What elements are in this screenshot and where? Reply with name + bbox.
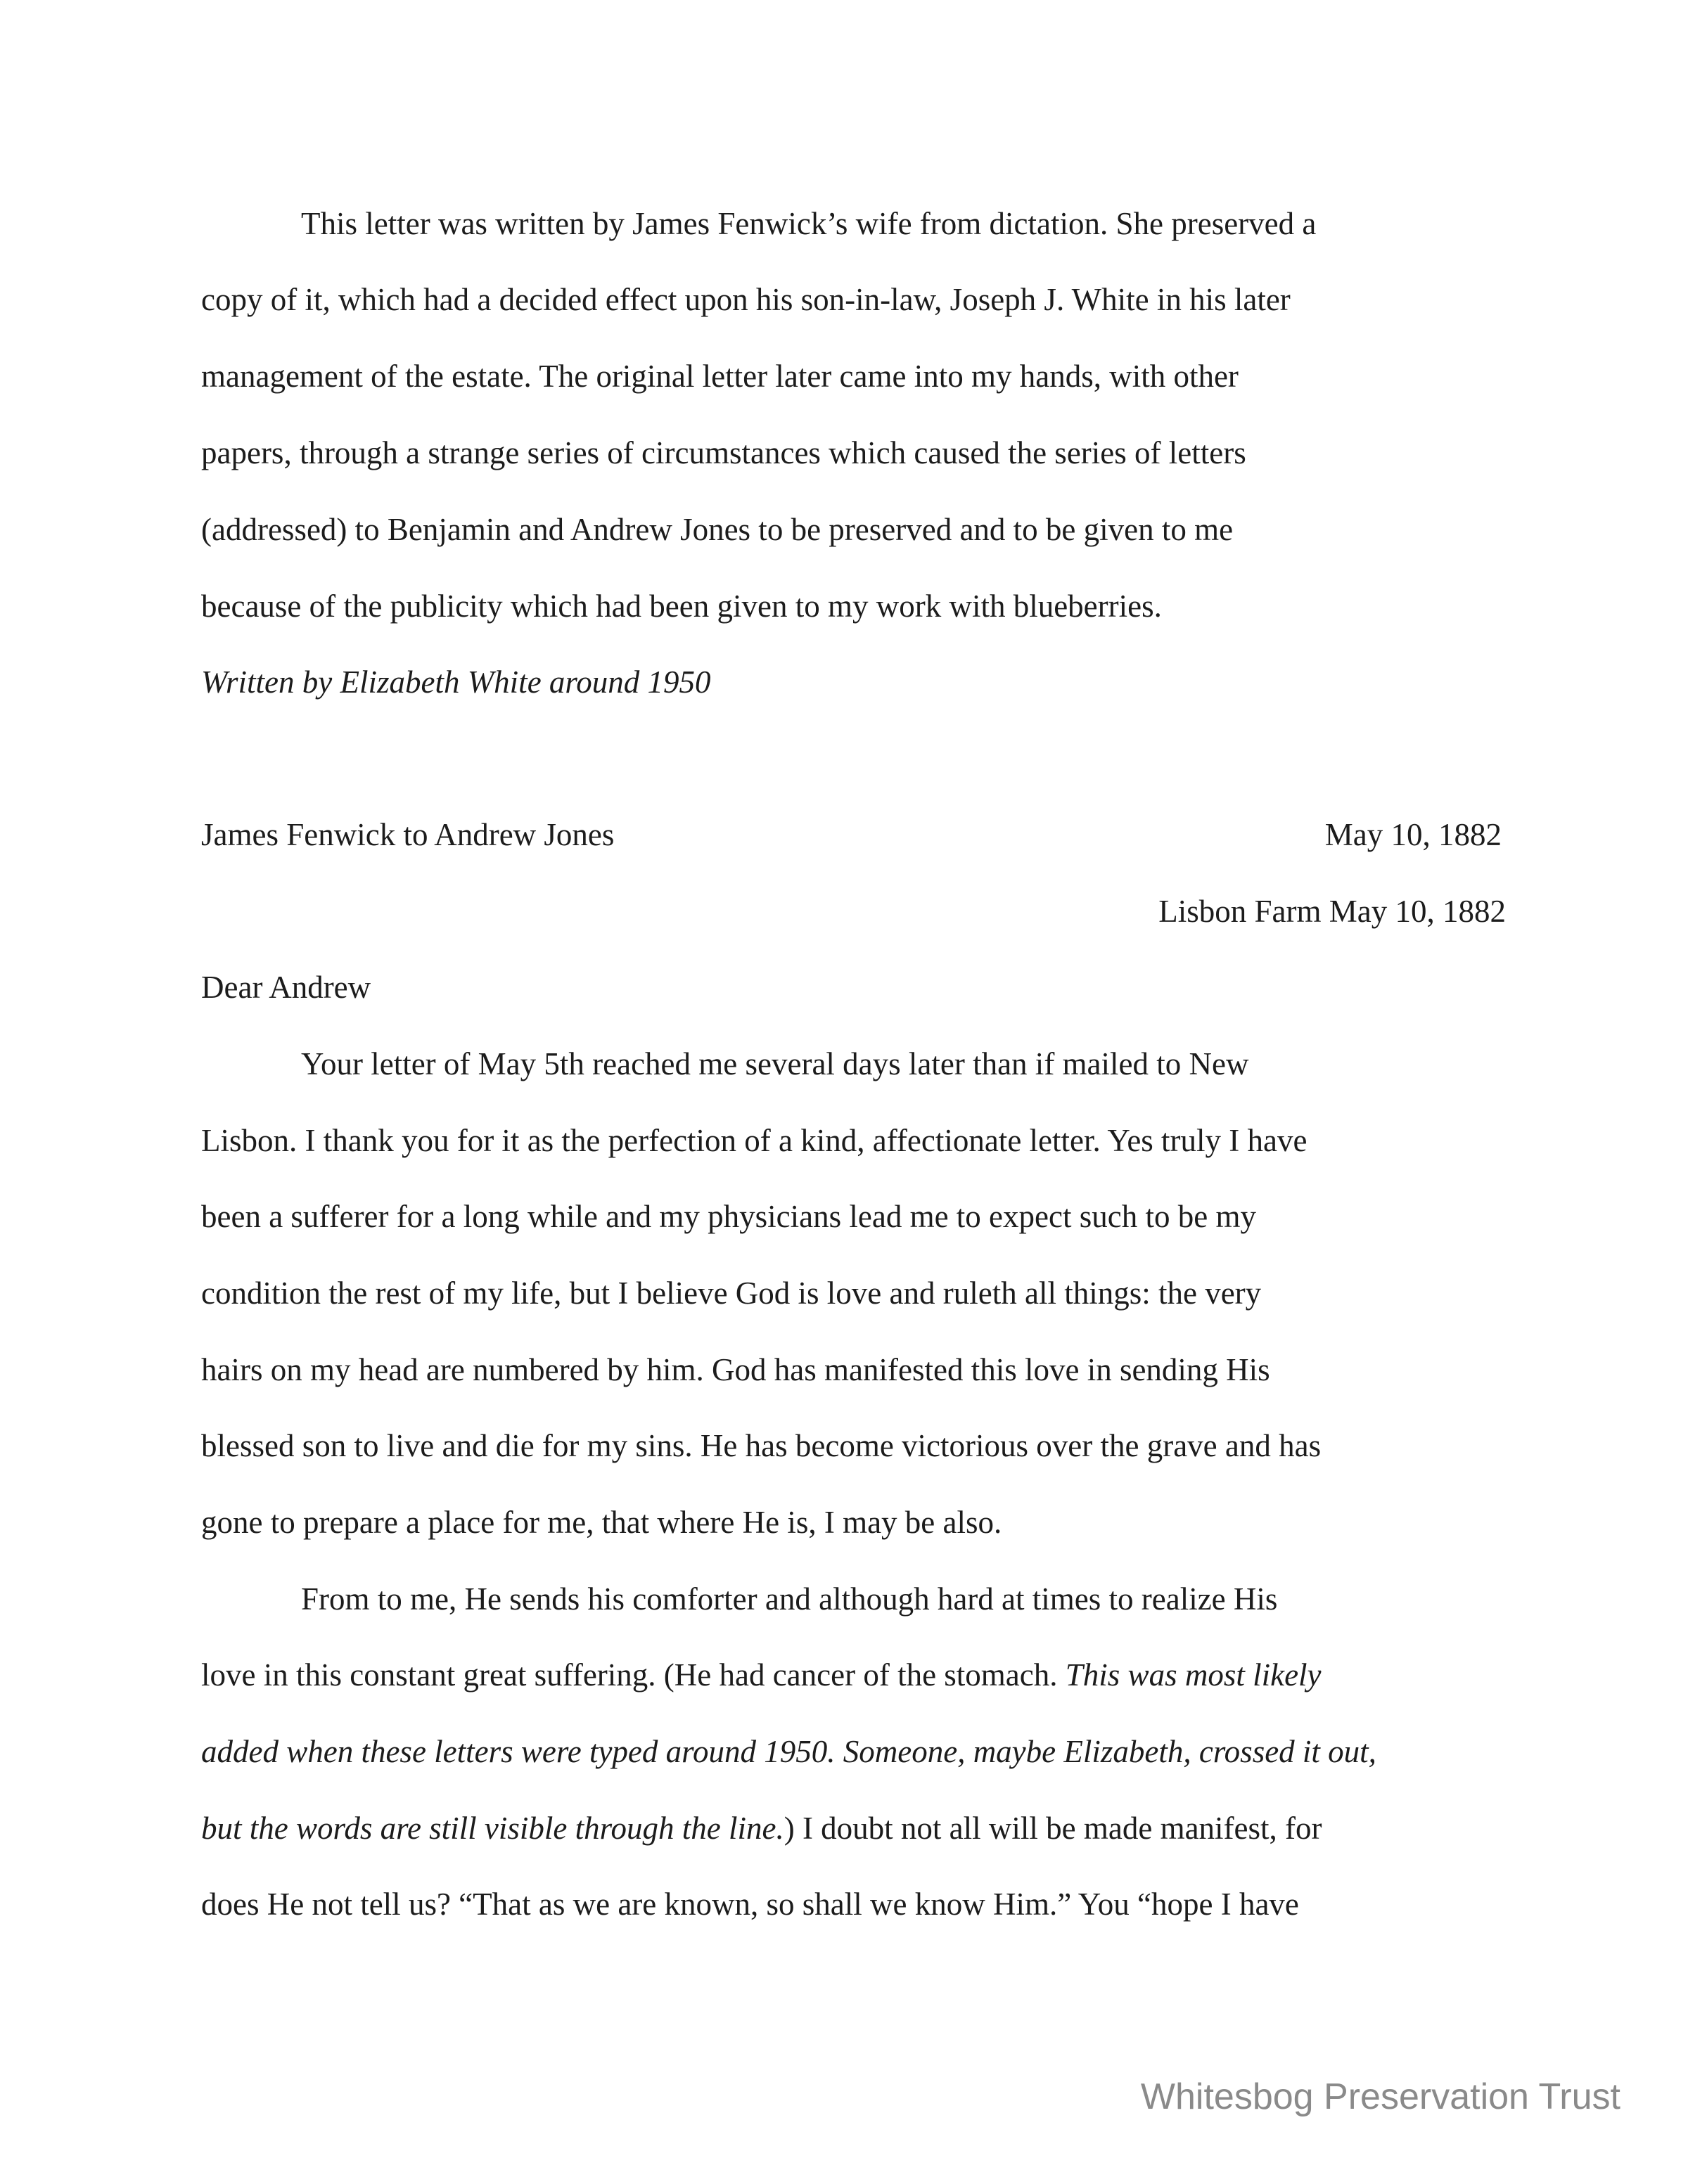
body-p2-line-4-editorial: but the words are still visible through the line. bbox=[201, 1811, 784, 1846]
body-p2-line-5: does He not tell us? “That as we are known, so shall we know Him.” You “hope I have bbox=[201, 1887, 1299, 1922]
body-p2-line-3-editorial: added when these letters were typed around 1950. Someone, maybe Elizabeth, crossed it out, bbox=[201, 1734, 1376, 1769]
body-p1-line-5: hairs on my head are numbered by him. God has manifested this love in sending His bbox=[201, 1352, 1270, 1387]
body-p2-line-1: From to me, He sends his comforter and although hard at times to realize His bbox=[301, 1581, 1278, 1617]
letter-salutation: Dear Andrew bbox=[201, 970, 371, 1005]
intro-line-2: copy of it, which had a decided effect upon his son-in-law, Joseph J. White in his later bbox=[201, 282, 1291, 317]
intro-line-3: management of the estate. The original letter later came into my hands, with other bbox=[201, 359, 1239, 394]
letter-date: May 10, 1882 bbox=[1324, 817, 1502, 852]
intro-line-1: This letter was written by James Fenwick’s wife from dictation. She preserved a bbox=[301, 206, 1317, 241]
intro-line-5: (addressed) to Benjamin and Andrew Jones to be preserved and to be given to me bbox=[201, 512, 1234, 547]
letter-title: James Fenwick to Andrew Jones bbox=[201, 817, 615, 852]
body-p2-line-4-text: ) I doubt not all will be made manifest, for bbox=[784, 1811, 1322, 1846]
body-p1-line-1: Your letter of May 5th reached me several days later than if mailed to New bbox=[301, 1046, 1249, 1081]
body-p1-line-3: been a sufferer for a long while and my physicians lead me to expect such to be my bbox=[201, 1199, 1256, 1234]
body-p1-line-7: gone to prepare a place for me, that where He is, I may be also. bbox=[201, 1505, 1002, 1540]
body-p2-line-2-text: love in this constant great suffering. (He had cancer of the stomach. bbox=[201, 1657, 1066, 1692]
intro-attribution: Written by Elizabeth White around 1950 bbox=[201, 664, 711, 700]
body-p1-line-6: blessed son to live and die for my sins. He has become victorious over the grave and has bbox=[201, 1428, 1322, 1463]
body-p2-line-4 bbox=[201, 1807, 1322, 1849]
intro-line-6: because of the publicity which had been given to my work with blueberries. bbox=[201, 589, 1162, 624]
document-page bbox=[201, 0, 1506, 2184]
footer-watermark: Whitesbog Preservation Trust bbox=[1140, 2076, 1620, 2117]
letter-place-date: Lisbon Farm May 10, 1882 bbox=[1158, 894, 1506, 929]
intro-line-4: papers, through a strange series of circumstances which caused the series of letters bbox=[201, 435, 1246, 470]
body-p1-line-4: condition the rest of my life, but I believe God is love and ruleth all things: the very bbox=[201, 1276, 1262, 1311]
body-p1-line-2: Lisbon. I thank you for it as the perfection of a kind, affectionate letter. Yes truly I have bbox=[201, 1123, 1307, 1158]
body-p2-line-2-editorial: This was most likely bbox=[1065, 1657, 1322, 1692]
body-p2-line-2 bbox=[201, 1654, 1322, 1696]
